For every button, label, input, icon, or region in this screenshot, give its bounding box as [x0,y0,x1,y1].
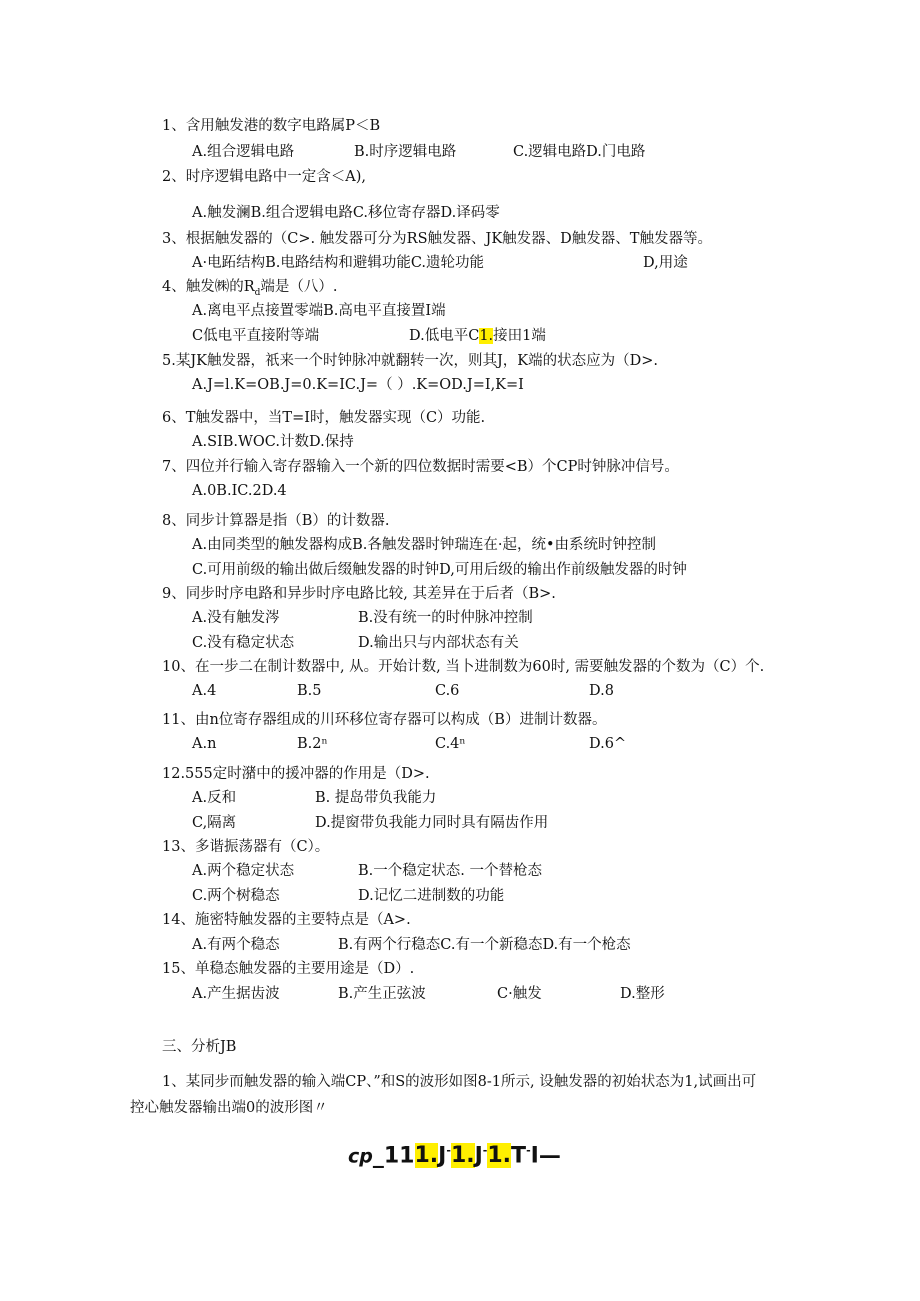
question-3-options-abc: A·电跖结构B.电路结构和避辑功能C.遗轮功能 [192,255,485,271]
question-5-stem: 5.某JK触发器，祇来一个时钟脉冲就翻转一次，则其J，K端的状态应为（D>. [162,353,659,369]
question-10-option-c: C.6 [435,683,460,699]
question-3-option-d: D,用途 [643,255,688,271]
highlight-mark: 1. [479,328,494,344]
question-14-stem: 14、施密特触发器的主要特点是（A>. [162,912,411,928]
question-15-option-a: A.产生据齿波 [192,986,280,1002]
question-13-option-a: A.两个稳定状态 [192,863,295,879]
question-1-stem: 1、含用触发港的数字电路属P＜B [162,118,381,134]
question-8-options-ab: A.由同类型的触发器构成B.各触发器时钟瑞连在·起，统•由系统时钟控制 [192,537,657,553]
question-12-option-b: B. 提岛带负我能力 [315,790,437,806]
question-13-option-b: B.一个稳定状态. 一个替枪态 [358,863,542,879]
question-12-option-c: C,隔离 [192,815,237,831]
question-9-stem: 9、同步时序电路和异步时序电路比较, 其差异在于后者（B>. [162,586,556,602]
waveform-label [348,1136,561,1171]
question-15-option-d: D.整形 [620,986,665,1002]
waveform-sup: - [446,1144,451,1157]
question-4-option-d-head: D.低电平C [409,328,480,344]
question-12-option-a: A.反和 [192,790,237,806]
question-4-stem [162,277,338,303]
waveform-cp-label: cp [348,1145,373,1168]
waveform-part: _11 [372,1143,415,1169]
analysis-question-line-1: 1、某同步而触发器的输入端CP、”和S的波形如图8-1所示, 设触发器的初始状态为1,试画出可 [162,1074,757,1090]
question-10-stem: 10、在一步二在制计数器中, 从。开始计数, 当卜进制数为60时, 需要触发器的个数为（C）个. [162,659,765,675]
question-7-options: A.0B.IC.2D.4 [192,483,287,499]
question-1-option-a: A.组合逻辑电路 [192,144,295,160]
waveform-part: J [474,1143,483,1169]
question-10-option-a: A.4 [192,683,217,699]
waveform-sup: - [526,1144,531,1157]
waveform-highlight: 1. [487,1143,512,1169]
question-10-option-b: B.5 [297,683,322,699]
question-6-stem: 6、T触发器中，当T=I时，触发器实现（C）功能. [162,410,486,426]
question-9-option-a: A.没有触发涔 [192,610,280,626]
question-7-stem: 7、四位并行输入寄存器输入一个新的四位数据时需要<B）个CP时钟脉冲信号。 [162,459,679,475]
question-9-option-c: C.没有稳定状态 [192,635,295,651]
question-15-stem: 15、单稳态触发器的主要用途是（D）. [162,961,415,977]
question-1-option-cd: C.逻辑电路D.门电路 [513,144,646,160]
question-3-stem: 3、根据触发器的（C>. 触发器可分为RS触发器、JK触发器、D触发器、T触发器等。 [162,231,712,247]
question-12-option-d: D.提窗带负我能力同时具有隔齿作用 [315,815,549,831]
question-9-option-d: D.输出只与内部状态有关 [358,635,519,651]
question-1-option-b: B.时序逻辑电路 [354,144,457,160]
question-4-stem-subscript: d [254,287,261,298]
waveform-part: I— [530,1143,561,1169]
waveform-sup: - [482,1144,488,1157]
question-8-options-cd: C.可用前级的输出做后缀触发器的时钟D,可用后级的输出作前级触发器的时钟 [192,562,687,578]
analysis-question-line-2: 控心触发器输出端0的波形图〃 [130,1100,328,1116]
question-2-options: A.触发澜B.组合逻辑电路C.移位寄存器D.译码零 [192,205,500,221]
waveform-highlight: 1. [414,1143,439,1169]
question-14-options-bcd: B.有两个行稳态C.有一个新稳态D.有一个枪态 [338,937,631,953]
question-13-option-c: C.两个树稳态 [192,888,280,904]
question-11-option-a: A.n [192,736,217,752]
question-4-stem-main: 4、触发㈱的R [162,279,255,295]
question-9-option-b: B.没有统一的时仲脉冲控制 [358,610,533,626]
question-8-stem: 8、同步计算器是指（B）的计数器. [162,513,390,529]
question-14-option-a: A.有两个稳态 [192,937,280,953]
question-2-stem: 2、时序逻辑电路中一定含＜A), [162,169,366,185]
question-4-options-ab: A.离电平点接置零端B.高电平直接置I端 [192,303,446,319]
question-4-option-c: C低电平直接附等端 [192,328,320,344]
question-10-option-d: D.8 [589,683,614,699]
question-11-option-c: C.4ⁿ [435,736,466,752]
question-15-option-b: B.产生正弦波 [338,986,426,1002]
question-6-options: A.SIB.WOC.计数D.保持 [192,434,354,450]
question-4-stem-tail: 端是（八）. [260,279,338,295]
question-4-option-d [409,326,546,346]
question-13-option-d: D.记忆二进制数的功能 [358,888,505,904]
question-5-options: A.J=l.K=OB.J=0.K=IC.J=（ ）.K=OD.J=I,K=I [192,377,524,393]
question-11-stem: 11、由n位寄存器组成的川环移位寄存器可以构成（B）进制计数器。 [162,712,607,728]
question-12-stem: 12.555定时潴中的援冲器的作用是（D>. [162,766,430,782]
question-11-option-d: D.6^ [589,736,627,752]
waveform-highlight: 1. [450,1143,475,1169]
waveform-part: J [438,1143,447,1169]
question-4-option-d-tail: 接田1端 [493,328,546,344]
question-15-option-c: C·触发 [497,986,542,1002]
question-11-option-b: B.2ⁿ [297,736,328,752]
waveform-part: T [511,1143,527,1169]
section-title: 三、分析JB [162,1039,237,1055]
question-13-stem: 13、多谐振荡器有（C）。 [162,839,330,855]
